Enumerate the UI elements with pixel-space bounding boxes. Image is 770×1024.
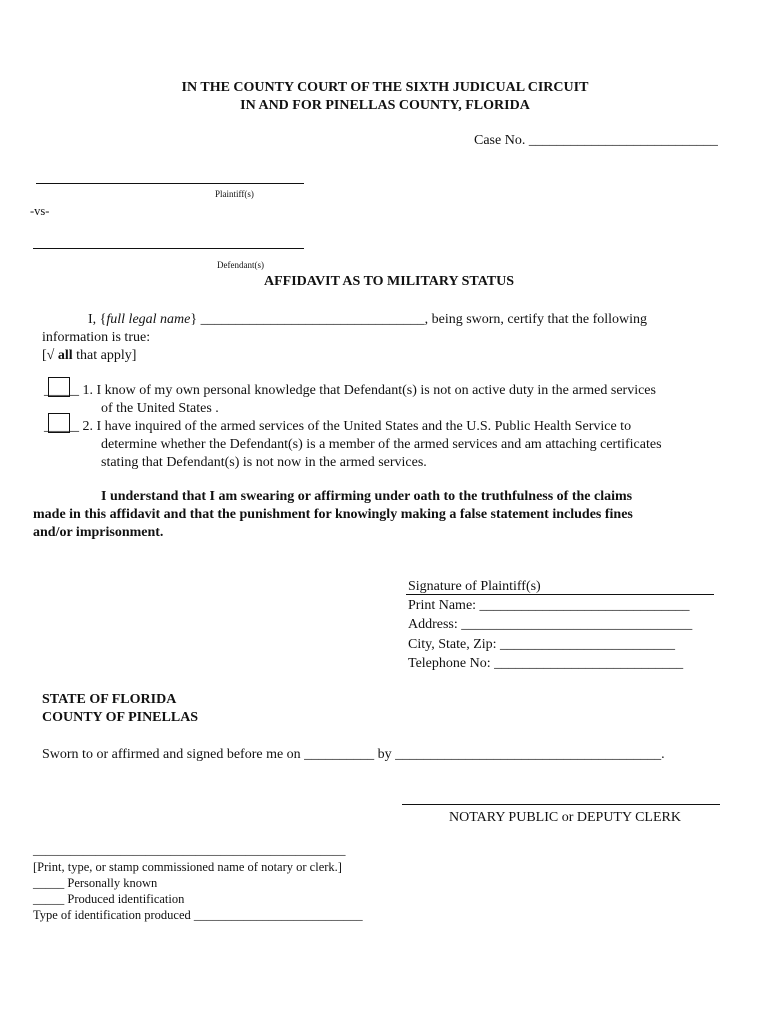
court-heading-line1: IN THE COUNTY COURT OF THE SIXTH JUDICUAL CIRCUIT (181, 80, 589, 95)
plaintiff-signature-line[interactable] (406, 594, 714, 595)
plaintiff-label: Plaintiff(s) (215, 189, 254, 199)
county-label: COUNTY OF PINELLAS (42, 710, 199, 725)
case-number-field[interactable]: Case No. ___________________________ (474, 133, 718, 148)
defendant-label: Defendant(s) (217, 260, 264, 270)
court-heading-line2: IN AND FOR PINELLAS COUNTY, FLORIDA (240, 98, 530, 113)
check-prefix: [√ (42, 348, 58, 363)
city-state-zip-field[interactable]: City, State, Zip: _________________________ (408, 637, 676, 652)
oath-line1: I understand that I am swearing or affirming under oath to the truthfulness of the claims (101, 489, 633, 504)
defendant-line[interactable] (33, 248, 304, 249)
state-label: STATE OF FLORIDA (42, 692, 177, 707)
intro-prefix: I, { (88, 312, 107, 327)
intro-line2: information is true: (42, 330, 151, 345)
identification-type-field[interactable]: Type of identification produced ___________________________ (33, 908, 363, 922)
notary-signature-line[interactable] (402, 804, 720, 805)
sworn-statement[interactable]: Sworn to or affirmed and signed before me on __________ by ______________________________________. (42, 747, 665, 762)
oath-line3: and/or imprisonment. (33, 525, 164, 540)
print-name-field[interactable]: Print Name: ______________________________ (408, 598, 690, 613)
intro-line1 (88, 312, 647, 328)
option-2-line2: determine whether the Defendant(s) is a member of the armed services and am attaching certificates (101, 437, 662, 452)
check-all: all (57, 348, 73, 363)
oath-line2: made in this affidavit and that the punishment for knowingly making a false statement includes fines (33, 507, 633, 522)
option-2-line1: _____ 2. I have inquired of the armed services of the United States and the U.S. Public Health Service to (44, 419, 632, 434)
produced-identification-field[interactable]: _____ Produced identification (33, 892, 185, 906)
address-field[interactable]: Address: _________________________________ (408, 617, 693, 632)
check-suffix: that apply] (72, 348, 137, 363)
option-1-line2: of the United States . (101, 401, 219, 416)
telephone-field[interactable]: Telephone No: ___________________________ (408, 656, 684, 671)
intro-check-instruction (42, 348, 136, 364)
option-1-line1: _____ 1. I know of my own personal knowledge that Defendant(s) is not on active duty in the armed services (44, 383, 656, 398)
affidavit-title: AFFIDAVIT AS TO MILITARY STATUS (263, 274, 515, 289)
intro-suffix[interactable]: } ________________________________, being sworn, certify that the following (190, 312, 648, 327)
notary-label: NOTARY PUBLIC or DEPUTY CLERK (449, 810, 681, 825)
intro-full-name-hint: full legal name (106, 312, 191, 327)
notary-name-instruction: [Print, type, or stamp commissioned name of notary or clerk.] (33, 860, 342, 874)
plaintiff-signature-label: Signature of Plaintiff(s) (408, 579, 541, 594)
plaintiff-line[interactable] (36, 183, 304, 184)
versus-text: -vs- (30, 204, 50, 218)
option-2-line3: stating that Defendant(s) is not now in the armed services. (101, 455, 427, 470)
notary-name-line[interactable]: __________________________________________________ (33, 843, 346, 857)
personally-known-field[interactable]: _____ Personally known (33, 876, 158, 890)
